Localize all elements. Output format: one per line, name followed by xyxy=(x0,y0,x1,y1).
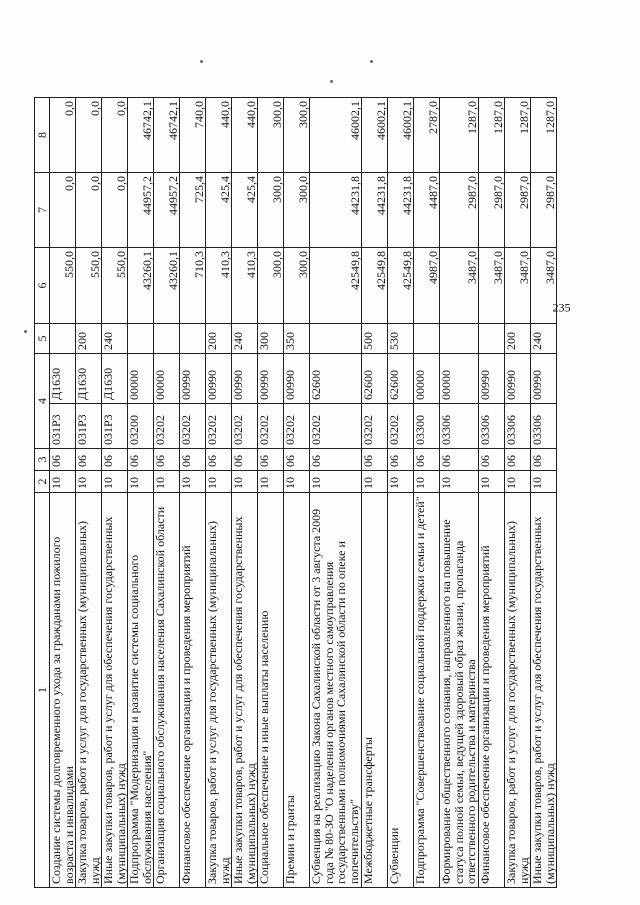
table-row xyxy=(362,98,388,888)
amount-col8-cell: 0,0 xyxy=(50,98,76,173)
direction-code-cell: Д1630 xyxy=(76,354,102,404)
subsection-code-cell: 06 xyxy=(180,449,206,471)
row-name-cell: Создание системы долговременного ухода за гражданами пожилого возраста и инвалидами xyxy=(50,493,76,888)
amount-col7-cell: 4487,0 xyxy=(414,173,440,248)
expense-type-cell xyxy=(128,324,154,354)
amount-col6-cell: 410,3 xyxy=(232,248,258,324)
program-code-cell: 03202 xyxy=(232,404,258,449)
header-cell-1: 1 xyxy=(35,493,50,888)
section-code-cell: 10 xyxy=(310,471,362,493)
direction-code-cell: Д1630 xyxy=(50,354,76,404)
scan-speck xyxy=(330,80,333,83)
amount-col6-cell: 43260,1 xyxy=(154,248,180,324)
section-code-cell: 10 xyxy=(50,471,76,493)
amount-col7-cell: 0,0 xyxy=(102,173,128,248)
section-code-cell: 10 xyxy=(414,471,440,493)
section-code-cell: 10 xyxy=(232,471,258,493)
section-code-cell: 10 xyxy=(531,471,557,493)
program-code-cell: 03306 xyxy=(531,404,557,449)
amount-col7-cell: 0,0 xyxy=(76,173,102,248)
amount-col8-cell: 1287,0 xyxy=(531,98,557,173)
expense-type-cell xyxy=(50,324,76,354)
program-code-cell: 03202 xyxy=(206,404,232,449)
subsection-code-cell: 06 xyxy=(362,449,388,471)
subsection-code-cell: 06 xyxy=(76,449,102,471)
program-code-cell: 03306 xyxy=(479,404,505,449)
amount-col6-cell: 4987,0 xyxy=(414,248,440,324)
direction-code-cell: 00990 xyxy=(284,354,310,404)
expense-type-cell: 240 xyxy=(102,324,128,354)
amount-col6-cell: 3487,0 xyxy=(440,248,479,324)
program-code-cell: 03202 xyxy=(362,404,388,449)
budget-table xyxy=(34,97,557,888)
row-name-cell: Подпрограмма "Совершенствование социальной поддержки семьи и детей" xyxy=(414,493,440,888)
subsection-code-cell: 06 xyxy=(102,449,128,471)
section-code-cell: 10 xyxy=(206,471,232,493)
direction-code-cell: Д1630 xyxy=(102,354,128,404)
row-name-cell: Иные закупки товаров, работ и услуг для обеспечения государственных (муниципальных) нужд xyxy=(232,493,258,888)
amount-col8-cell: 300,0 xyxy=(284,98,310,173)
amount-col7-cell: 0,0 xyxy=(50,173,76,248)
row-name-cell: Закупка товаров, работ и услуг для государственных (муниципальных) нужд xyxy=(76,493,102,888)
program-code-cell: 031P3 xyxy=(76,404,102,449)
expense-type-cell: 350 xyxy=(284,324,310,354)
row-name-cell: Формирование общественного сознания, направленного на повышение статуса полной семьи, ведущей здоровый образ жизни, пропаганда ответственного родительства и материнства xyxy=(440,493,479,888)
table-row xyxy=(154,98,180,888)
direction-code-cell: 00000 xyxy=(440,354,479,404)
program-code-cell: 03202 xyxy=(310,404,362,449)
table-row xyxy=(414,98,440,888)
amount-col8-cell: 2787,0 xyxy=(414,98,440,173)
row-name-cell: Премии и гранты xyxy=(284,493,310,888)
table-row xyxy=(440,98,479,888)
amount-col7-cell: 2987,0 xyxy=(479,173,505,248)
amount-col8-cell: 440,0 xyxy=(206,98,232,173)
section-code-cell: 10 xyxy=(102,471,128,493)
table-row xyxy=(50,98,76,888)
direction-code-cell: 62600 xyxy=(388,354,414,404)
program-code-cell: 03300 xyxy=(414,404,440,449)
subsection-code-cell: 06 xyxy=(258,449,284,471)
direction-code-cell: 00990 xyxy=(206,354,232,404)
amount-col7-cell: 2987,0 xyxy=(440,173,479,248)
subsection-code-cell: 06 xyxy=(310,449,362,471)
page-number: 235 xyxy=(552,300,571,315)
amount-col7-cell: 44957,2 xyxy=(154,173,180,248)
amount-col7-cell: 300,0 xyxy=(284,173,310,248)
amount-col6-cell: 42549,8 xyxy=(362,248,388,324)
amount-col8-cell: 440,0 xyxy=(232,98,258,173)
section-code-cell: 10 xyxy=(505,471,531,493)
expense-type-cell: 300 xyxy=(258,324,284,354)
expense-type-cell xyxy=(180,324,206,354)
amount-col7-cell: 44957,2 xyxy=(128,173,154,248)
header-cell-8: 8 xyxy=(35,98,50,173)
amount-col7-cell: 44231,8 xyxy=(388,173,414,248)
subsection-code-cell: 06 xyxy=(154,449,180,471)
amount-col8-cell: 1287,0 xyxy=(505,98,531,173)
subsection-code-cell: 06 xyxy=(531,449,557,471)
section-code-cell: 10 xyxy=(128,471,154,493)
subsection-code-cell: 06 xyxy=(50,449,76,471)
section-code-cell: 10 xyxy=(154,471,180,493)
subsection-code-cell: 06 xyxy=(414,449,440,471)
program-code-cell: 03202 xyxy=(258,404,284,449)
table-row xyxy=(505,98,531,888)
amount-col6-cell: 550,0 xyxy=(50,248,76,324)
program-code-cell: 03202 xyxy=(284,404,310,449)
expense-type-cell: 500 xyxy=(362,324,388,354)
subsection-code-cell: 06 xyxy=(232,449,258,471)
program-code-cell: 03306 xyxy=(505,404,531,449)
subsection-code-cell: 06 xyxy=(206,449,232,471)
direction-code-cell: 00000 xyxy=(414,354,440,404)
amount-col7-cell: 44231,8 xyxy=(362,173,388,248)
program-code-cell: 03202 xyxy=(180,404,206,449)
subsection-code-cell: 06 xyxy=(388,449,414,471)
amount-col6-cell: 300,0 xyxy=(284,248,310,324)
amount-col6-cell: 550,0 xyxy=(102,248,128,324)
section-code-cell: 10 xyxy=(440,471,479,493)
row-name-cell: Закупка товаров, работ и услуг для государственных (муниципальных) нужд xyxy=(505,493,531,888)
row-name-cell: Социальное обеспечение и иные выплаты населению xyxy=(258,493,284,888)
section-code-cell: 10 xyxy=(76,471,102,493)
table-row xyxy=(128,98,154,888)
header-cell-7: 7 xyxy=(35,173,50,248)
direction-code-cell: 00000 xyxy=(128,354,154,404)
section-code-cell: 10 xyxy=(362,471,388,493)
program-code-cell: 03202 xyxy=(388,404,414,449)
row-name-cell: Финансовое обеспечение организации и проведения мероприятий xyxy=(180,493,206,888)
expense-type-cell xyxy=(414,324,440,354)
section-code-cell: 10 xyxy=(388,471,414,493)
expense-type-cell: 200 xyxy=(505,324,531,354)
amount-col6-cell: 3487,0 xyxy=(531,248,557,324)
table-row xyxy=(102,98,128,888)
amount-col6-cell: 710,3 xyxy=(180,248,206,324)
section-code-cell: 10 xyxy=(479,471,505,493)
amount-col8-cell: 46002,1 xyxy=(388,98,414,173)
table-row xyxy=(258,98,284,888)
amount-col7-cell: 2987,0 xyxy=(505,173,531,248)
expense-type-cell xyxy=(440,324,479,354)
expense-type-cell: 240 xyxy=(232,324,258,354)
section-code-cell: 10 xyxy=(258,471,284,493)
row-name-cell: Подпрограмма "Модернизация и развитие системы социального обслуживания населения" xyxy=(128,493,154,888)
amount-col8-cell: 46002,1 xyxy=(362,98,388,173)
program-code-cell: 031P3 xyxy=(50,404,76,449)
amount-col8-cell: 0,0 xyxy=(102,98,128,173)
subsection-code-cell: 06 xyxy=(505,449,531,471)
row-name-cell: Закупка товаров, работ и услуг для государственных (муниципальных) нужд xyxy=(206,493,232,888)
amount-col6-cell: 3487,0 xyxy=(505,248,531,324)
scan-speck xyxy=(24,330,27,333)
direction-code-cell: 00990 xyxy=(258,354,284,404)
expense-type-cell xyxy=(310,324,362,354)
table-row xyxy=(531,98,557,888)
section-code-cell: 10 xyxy=(284,471,310,493)
amount-col7-cell: 44231,8 xyxy=(310,173,362,248)
amount-col6-cell: 550,0 xyxy=(76,248,102,324)
scan-speck xyxy=(370,60,373,63)
row-name-cell: Субвенции xyxy=(388,493,414,888)
direction-code-cell: 62600 xyxy=(310,354,362,404)
expense-type-cell: 530 xyxy=(388,324,414,354)
amount-col6-cell: 3487,0 xyxy=(479,248,505,324)
amount-col6-cell: 42549,8 xyxy=(388,248,414,324)
header-cell-5: 5 xyxy=(35,324,50,354)
direction-code-cell: 00990 xyxy=(531,354,557,404)
table-row xyxy=(180,98,206,888)
subsection-code-cell: 06 xyxy=(284,449,310,471)
rotated-budget-table-page xyxy=(34,98,597,888)
table-row xyxy=(76,98,102,888)
direction-code-cell: 62600 xyxy=(362,354,388,404)
table-body xyxy=(50,98,557,888)
expense-type-cell: 240 xyxy=(531,324,557,354)
direction-code-cell: 00990 xyxy=(180,354,206,404)
direction-code-cell: 00990 xyxy=(232,354,258,404)
amount-col8-cell: 740,0 xyxy=(180,98,206,173)
expense-type-cell xyxy=(154,324,180,354)
amount-col8-cell: 300,0 xyxy=(258,98,284,173)
program-code-cell: 03200 xyxy=(128,404,154,449)
row-name-cell: Иные закупки товаров, работ и услуг для обеспечения государственных (муниципальных) нужд xyxy=(531,493,557,888)
amount-col7-cell: 425,4 xyxy=(206,173,232,248)
direction-code-cell: 00990 xyxy=(505,354,531,404)
expense-type-cell xyxy=(479,324,505,354)
scan-speck xyxy=(200,60,203,63)
table-row xyxy=(284,98,310,888)
amount-col7-cell: 300,0 xyxy=(258,173,284,248)
header-cell-4: 4 xyxy=(35,354,50,449)
row-name-cell: Межбюджетные трансферты xyxy=(362,493,388,888)
direction-code-cell: 00990 xyxy=(479,354,505,404)
amount-col7-cell: 425,4 xyxy=(232,173,258,248)
row-name-cell: Субвенция на реализацию Закона Сахалинской области от 3 августа 2009 года № 80-ЗО "О наделении органов местного самоуправления государственными полномочиями Сахалинской области по опеке и попечительству" xyxy=(310,493,362,888)
expense-type-cell: 200 xyxy=(76,324,102,354)
section-code-cell: 10 xyxy=(180,471,206,493)
amount-col8-cell: 46002,1 xyxy=(310,98,362,173)
expense-type-cell: 200 xyxy=(206,324,232,354)
table-row xyxy=(388,98,414,888)
amount-col8-cell: 46742,1 xyxy=(128,98,154,173)
header-cell-6: 6 xyxy=(35,248,50,324)
amount-col7-cell: 725,4 xyxy=(180,173,206,248)
table-row xyxy=(479,98,505,888)
table-row xyxy=(232,98,258,888)
program-code-cell: 03306 xyxy=(440,404,479,449)
subsection-code-cell: 06 xyxy=(479,449,505,471)
table-row xyxy=(310,98,362,888)
program-code-cell: 031P3 xyxy=(102,404,128,449)
amount-col7-cell: 2987,0 xyxy=(531,173,557,248)
row-name-cell: Финансовое обеспечение организации и проведения мероприятий xyxy=(479,493,505,888)
program-code-cell: 03202 xyxy=(154,404,180,449)
amount-col8-cell: 1287,0 xyxy=(440,98,479,173)
table-row xyxy=(206,98,232,888)
amount-col6-cell: 300,0 xyxy=(258,248,284,324)
subsection-code-cell: 06 xyxy=(128,449,154,471)
header-cell-2: 2 xyxy=(35,471,50,493)
header-cell-3: 3 xyxy=(35,449,50,471)
amount-col8-cell: 1287,0 xyxy=(479,98,505,173)
amount-col6-cell: 43260,1 xyxy=(128,248,154,324)
direction-code-cell: 00000 xyxy=(154,354,180,404)
header-row xyxy=(35,98,50,888)
row-name-cell: Организация социального обслуживания населения Сахалинской области xyxy=(154,493,180,888)
amount-col8-cell: 46742,1 xyxy=(154,98,180,173)
subsection-code-cell: 06 xyxy=(440,449,479,471)
amount-col6-cell: 410,3 xyxy=(206,248,232,324)
amount-col8-cell: 0,0 xyxy=(76,98,102,173)
row-name-cell: Иные закупки товаров, работ и услуг для обеспечения государственных (муниципальных) нужд xyxy=(102,493,128,888)
amount-col6-cell: 42549,8 xyxy=(310,248,362,324)
